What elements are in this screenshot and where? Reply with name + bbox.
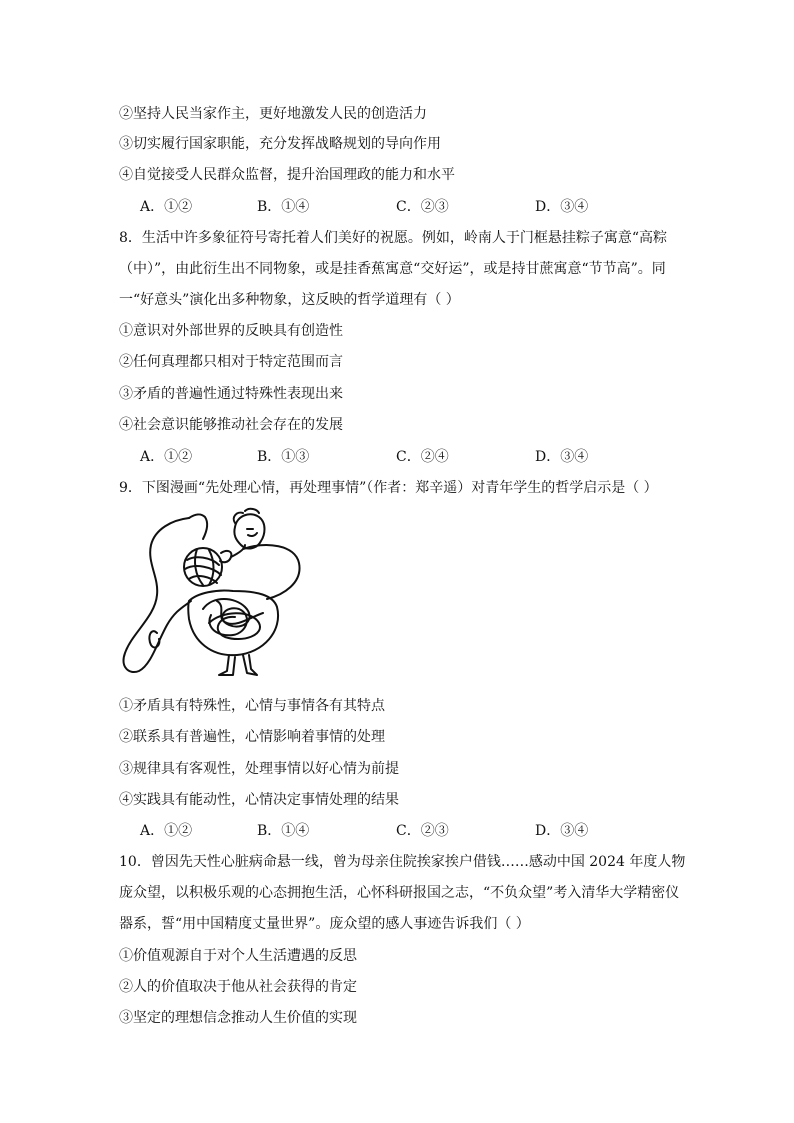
option-line: ③切实履行国家职能，充分发挥战略规划的导向作用 [119,136,441,152]
question-8-stem: （中）”，由此衍生出不同物象，或是挂香蕉寓意“交好运”，或是持甘蔗寓意“节节高”。同 [119,261,666,277]
option-line: ④社会意识能够推动社会存在的发展 [119,417,343,433]
question-8-stem: 8．生活中许多象征符号寄托着人们美好的祝愿。例如，岭南人于门框悬挂粽子寓意“高粽 [119,230,668,246]
choice-row [140,821,700,841]
option-line: ①矛盾具有特殊性，心情与事情各有其特点 [119,698,385,714]
question-9-stem: 9．下图漫画“先处理心情，再处理事情”（作者：郑辛遥）对青年学生的哲学启示是（ ） [119,480,658,496]
option-line: ④实践具有能动性，心情决定事情处理的结果 [119,792,399,808]
question-10-stem: 庞众望，以积极乐观的心态拥抱生活，心怀科研报国之志，“不负众望”考入清华大学精密仪 [119,885,680,901]
option-line: ④自觉接受人民群众监督，提升治国理政的能力和水平 [119,167,455,183]
option-line: ③坚定的理想信念推动人生价值的实现 [119,1010,357,1026]
choice-a: A．①② [140,199,193,215]
option-line: ②坚持人民当家作主，更好地激发人民的创造活力 [119,106,427,122]
choice-a: A．①② [140,823,193,839]
choice-b: B．①④ [257,823,310,839]
choice-b: B．①③ [257,449,310,465]
choice-row [140,197,700,217]
option-line: ①意识对外部世界的反映具有创造性 [119,323,343,339]
option-line: ②任何真理都只相对于特定范围而言 [119,354,343,370]
choice-b: B．①④ [257,199,310,215]
question-10-stem: 器系，誓“用中国精度丈量世界”。庞众望的感人事迹告诉我们（ ） [119,916,530,932]
choice-row [140,447,700,467]
choice-d: D．③④ [535,823,589,839]
choice-d: D．③④ [535,449,589,465]
option-line: ②人的价值取决于他从社会获得的肯定 [119,979,357,995]
choice-c: C．②③ [396,823,449,839]
choice-c: C．②④ [396,449,449,465]
cartoon-illustration [117,505,309,680]
question-10-stem: 10．曾因先天性心脏病命悬一线，曾为母亲住院挨家挨户借钱……感动中国 2024 年度人物 [119,854,686,870]
option-line: ③规律具有客观性，处理事情以好心情为前提 [119,761,399,777]
question-8-stem: 一“好意头”演化出多种物象，这反映的哲学道理有（ ） [119,292,460,308]
option-line: ③矛盾的普遍性通过特殊性表现出来 [119,386,343,402]
choice-d: D．③④ [535,199,589,215]
cartoon-figure [117,505,309,680]
option-line: ②联系具有普遍性，心情影响着事情的处理 [119,729,385,745]
choice-a: A．①② [140,449,193,465]
choice-c: C．②③ [396,199,449,215]
option-line: ①价值观源自于对个人生活遭遇的反思 [119,948,357,964]
